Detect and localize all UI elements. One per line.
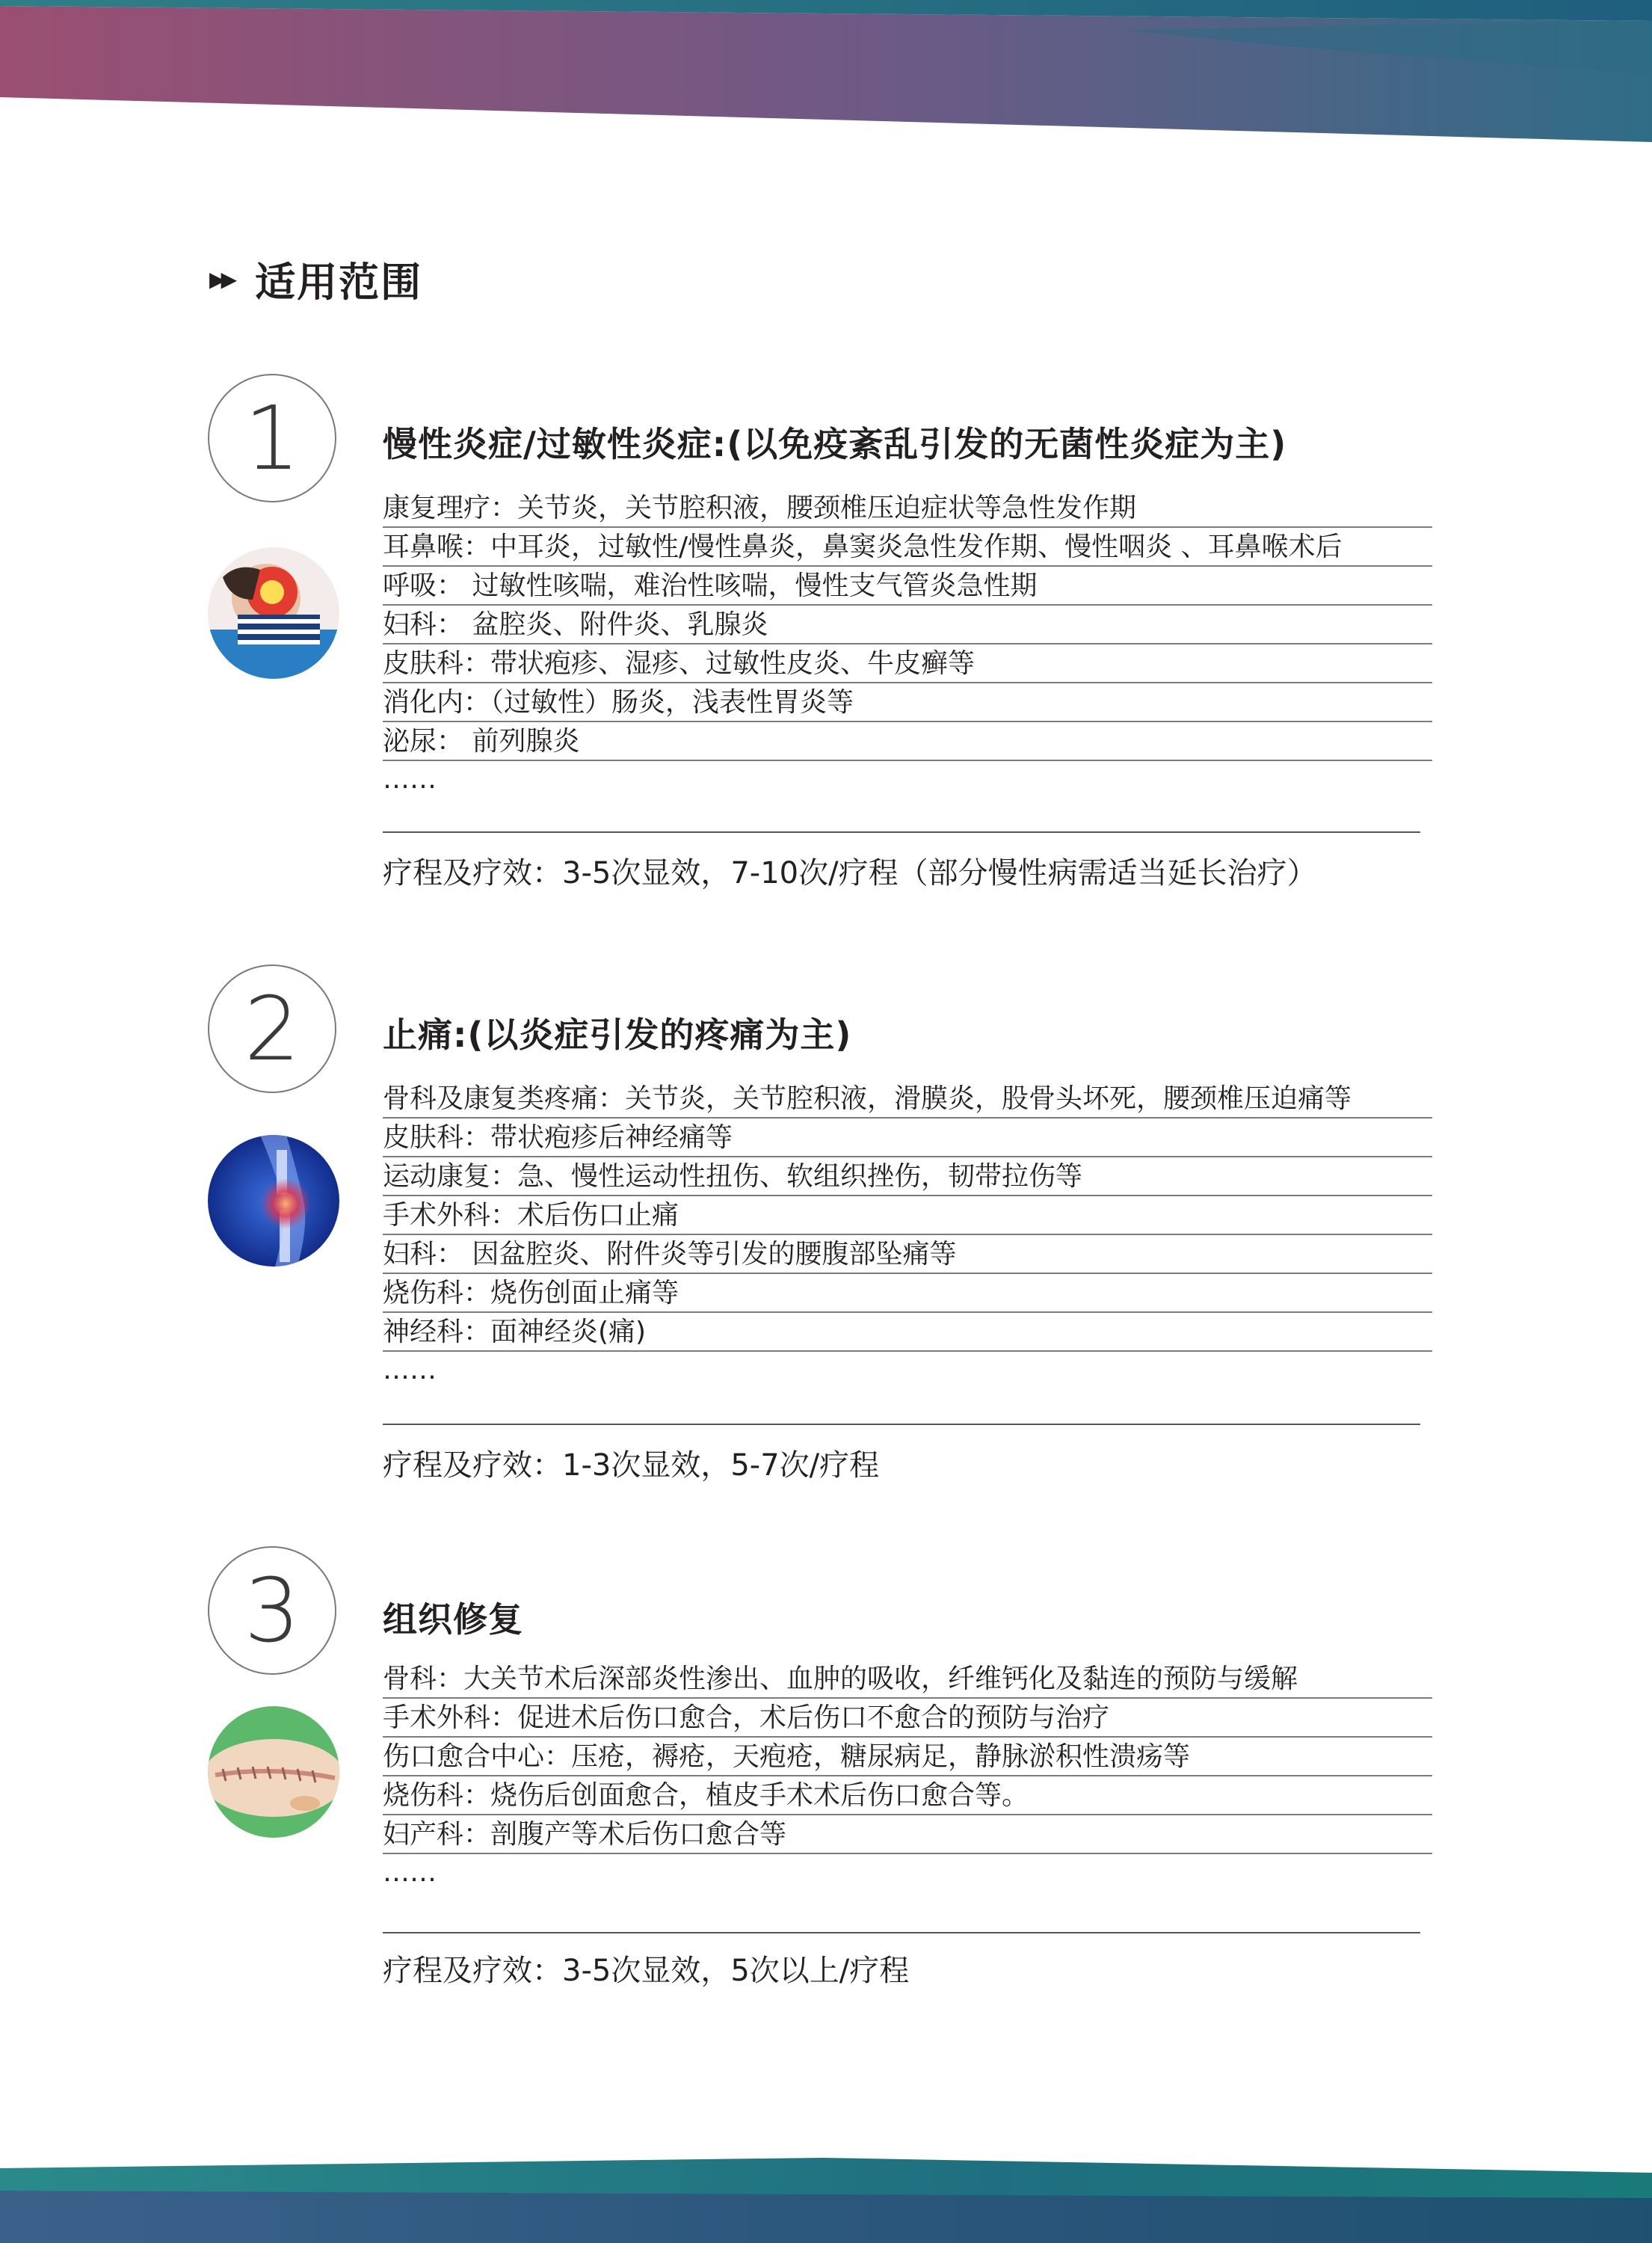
ellipsis: ……: [383, 1355, 437, 1385]
top-decorative-band: [0, 0, 1652, 150]
list-item: 泌尿： 前列腺炎: [383, 722, 1432, 761]
list-item: 妇科： 盆腔炎、附件炎、乳腺炎: [383, 606, 1432, 644]
list-item: 烧伤科：烧伤后创面愈合，植皮手术术后伤口愈合等。: [383, 1776, 1432, 1815]
heading-title: 适用范围: [255, 258, 423, 306]
section-heading: [209, 253, 422, 305]
section-number: 1: [244, 387, 300, 490]
treatment-effect: 疗程及疗效：3-5次显效，7-10次/疗程（部分慢性病需适当延长治疗）: [383, 856, 1317, 890]
section-title: 止痛:(以炎症引发的疼痛为主): [383, 1015, 852, 1055]
list-item: 耳鼻喉：中耳炎，过敏性/慢性鼻炎，鼻窦炎急性发作期、慢性咽炎 、耳鼻喉术后: [383, 528, 1432, 567]
list-item: 康复理疗：关节炎，关节腔积液，腰颈椎压迫症状等急性发作期: [383, 489, 1432, 528]
list-item: 皮肤科：带状疱疹、湿疹、过敏性皮炎、牛皮癣等: [383, 644, 1432, 683]
divider: [383, 831, 1420, 833]
bottom-decorative-band: [0, 2146, 1652, 2243]
item-list: [383, 489, 1432, 806]
knee-joint-photo: [208, 1135, 339, 1267]
list-item: 妇科： 因盆腔炎、附件炎等引发的腰腹部坠痛等: [383, 1235, 1432, 1274]
list-item: 神经科：面神经炎(痛): [383, 1313, 1432, 1352]
list-item: 运动康复：急、慢性运动性扭伤、软组织挫伤，韧带拉伤等: [383, 1157, 1432, 1196]
section-number: 2: [244, 977, 300, 1080]
list-item: 骨科及康复类疼痛：关节炎，关节腔积液，滑膜炎，股骨头坏死，腰颈椎压迫痛等: [383, 1080, 1432, 1119]
divider: [383, 1424, 1420, 1425]
surgical-scar-photo: [208, 1706, 339, 1838]
list-item: 烧伤科：烧伤创面止痛等: [383, 1274, 1432, 1313]
list-item: 消化内：（过敏性）肠炎，浅表性胃炎等: [383, 683, 1432, 722]
list-item: 呼吸： 过敏性咳喘，难治性咳喘，慢性支气管炎急性期: [383, 567, 1432, 606]
section-number-circle: [208, 1546, 336, 1675]
section-title: 组织修复: [383, 1599, 523, 1640]
list-item: 骨科：大关节术后深部炎性渗出、血肿的吸收，纤维钙化及黏连的预防与缓解: [383, 1660, 1432, 1699]
ear-pain-photo: [208, 547, 339, 679]
section-number-circle: [208, 374, 336, 502]
item-list: [383, 1660, 1432, 1899]
list-item: 手术外科：促进术后伤口愈合，术后伤口不愈合的预防与治疗: [383, 1699, 1432, 1738]
divider: [383, 1932, 1420, 1933]
list-item: 皮肤科：带状疱疹后神经痛等: [383, 1119, 1432, 1157]
list-item: 手术外科：术后伤口止痛: [383, 1196, 1432, 1235]
item-list: [383, 1080, 1432, 1397]
section-number-circle: [208, 964, 336, 1093]
section-title: 慢性炎症/过敏性炎症:(以免疫紊乱引发的无菌性炎症为主): [383, 424, 1287, 464]
list-item: 伤口愈合中心：压疮，褥疮，天疱疮，糖尿病足，静脉淤积性溃疡等: [383, 1738, 1432, 1776]
list-item: 妇产科：剖腹产等术后伤口愈合等: [383, 1815, 1432, 1854]
section-number: 3: [244, 1559, 300, 1662]
ellipsis: ……: [383, 764, 437, 795]
double-chevron-right-icon: ▶▶: [209, 266, 233, 292]
treatment-effect: 疗程及疗效：3-5次显效，5次以上/疗程: [383, 1954, 910, 1988]
ellipsis: ……: [383, 1857, 437, 1888]
treatment-effect: 疗程及疗效：1-3次显效，5-7次/疗程: [383, 1448, 880, 1483]
